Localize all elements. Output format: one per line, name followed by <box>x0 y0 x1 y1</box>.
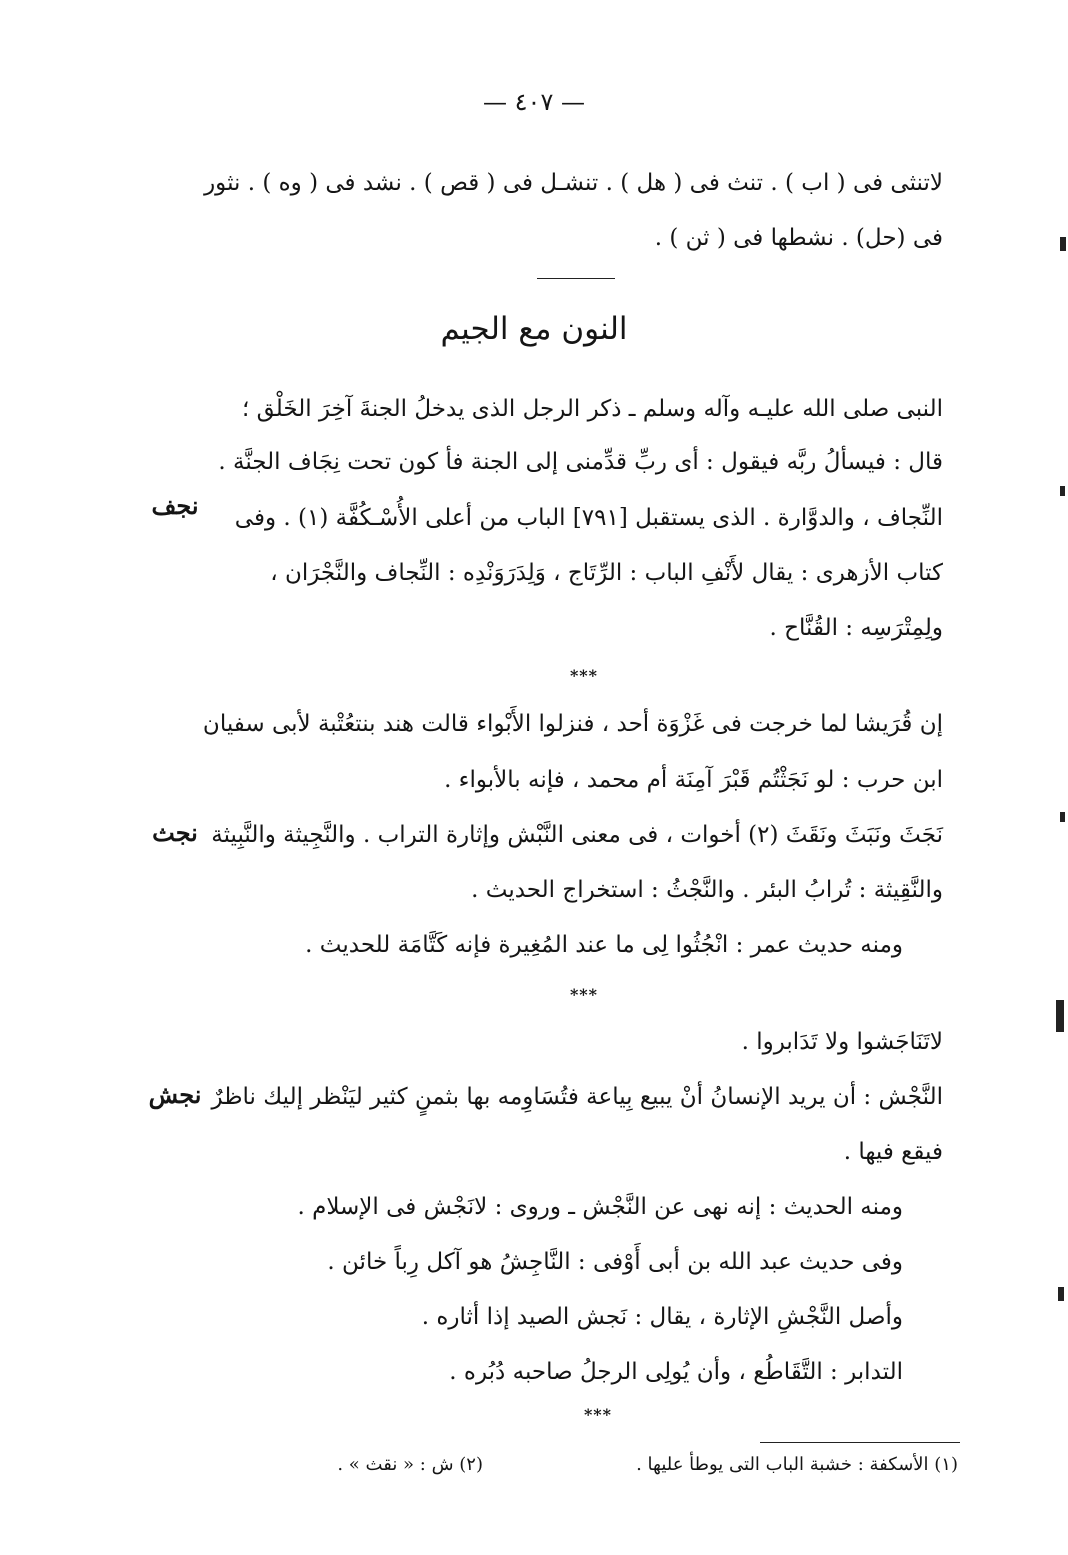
separator-stars-1: *** <box>569 666 599 685</box>
scan-edge-mark <box>1058 1287 1064 1301</box>
footnote-2: (٢) ش : « نقث » . <box>337 1454 483 1475</box>
entry1-line-4: كتاب الأزهرى : يقال لأَنْفِ الباب : الرِّتَاج ، وَلِدَرَوَنْدِه : النِّجاف والنَّجْرَان ، <box>270 560 943 586</box>
entry3-line-2: النَّجْش : أن يريد الإنسانُ أنْ يبيع بِياعة فتُسَاوِمه بها بثمنٍ كثير ليَنْظر إليك ناظرٌ <box>211 1084 943 1110</box>
scan-edge-mark <box>1060 486 1065 496</box>
entry2-line-3: نَجَثَ ونَبَثَ ونَقَثَ (٢) أخوات ، فى معنى النَّبْش وإثارة التراب . والنَّجِيثة والنَّبِيثة <box>211 822 943 848</box>
entry2-line-2: ابن حرب : لو نَجَثْتُم قَبْرَ آمِنَة أم محمد ، فإنه بالأبواء . <box>444 767 943 793</box>
scan-edge-mark <box>1060 237 1066 251</box>
intro-line-2: فى (حل) . نشطها فى ( ثن ) . <box>654 225 943 251</box>
root-word-najath: نجث <box>152 818 198 847</box>
intro-line-1: لاتنثى فى ( اب ) . تنث فى ( هل ) . تنشـل فى ( قص ) . نشد فى ( وه ) . نثور <box>204 170 943 196</box>
entry2-line-4: والنَّقِيثة : تُرابُ البئر . والنَّجْثُ : استخراج الحديث . <box>471 877 943 903</box>
entry3-line-5: وفى حديث عبد الله بن أبى أَوْفى : النَّاجِشُ هو آكل رِباً خائن . <box>327 1249 903 1275</box>
entry1-line-3: النِّجاف ، والدوَّارة . الذى يستقبل [٧٩١] الباب من أعلى الأُسْـكُفَّة (١) . وفى <box>234 505 943 531</box>
scan-edge-mark <box>1060 812 1065 822</box>
footnote-1: (١) الأسكفة : خشبة الباب التى يوطأ عليها . <box>636 1454 958 1475</box>
entry1-line-5: ولِمِتْرَسِه : القُنَّاح . <box>769 615 943 641</box>
root-word-najash: نجش <box>148 1080 202 1109</box>
scan-edge-mark <box>1056 1000 1064 1032</box>
root-word-najaf: نجف <box>151 491 199 520</box>
separator-stars-3: *** <box>583 1405 613 1424</box>
entry2-line-1: إن قُرَيشا لما خرجت فى غَزْوَة أحد ، فنزلوا الأَبْواء قالت هند بنتعُتْبة لأبى سفيان <box>202 711 943 737</box>
entry3-line-3: فيقع فيها . <box>843 1139 943 1165</box>
footnote-rule <box>760 1442 960 1443</box>
separator-stars-2: *** <box>569 985 599 1004</box>
entry3-line-4: ومنه الحديث : إنه نهى عن النَّجْش ـ وروى : لانَجْش فى الإسلام . <box>297 1194 903 1220</box>
entry1-line-1: النبى صلى الله عليـه وآله وسلم ـ ذكر الرجل الذى يدخلُ الجنةَ آخِرَ الخَلْق ؛ <box>241 396 943 422</box>
entry2-line-5: ومنه حديث عمر : انْجُثُوا لِى ما عند المُغِيرة فإنه كَتَّامَة للحديث . <box>305 932 903 958</box>
entry3-line-6: وأصل النَّجْشِ الإثارة ، يقال : نَجش الصيد إذا أثاره . <box>421 1304 903 1330</box>
entry3-line-7: التدابر : التَّقَاطُع ، وأن يُولِى الرجلُ صاحبه دُبُره . <box>449 1359 903 1385</box>
entry1-line-2: قال : فيسألُ ربَّه فيقول : أى ربِّ قدِّمنى إلى الجنة فأ كون تحت نِجَاف الجنَّة . <box>218 449 943 475</box>
section-heading: النون مع الجيم <box>440 311 628 347</box>
entry3-line-1: لاتَنَاجَشوا ولا تَدَابروا . <box>741 1029 943 1055</box>
heading-rule <box>537 278 615 279</box>
page-number: — ٤٠٧ — <box>483 88 585 116</box>
